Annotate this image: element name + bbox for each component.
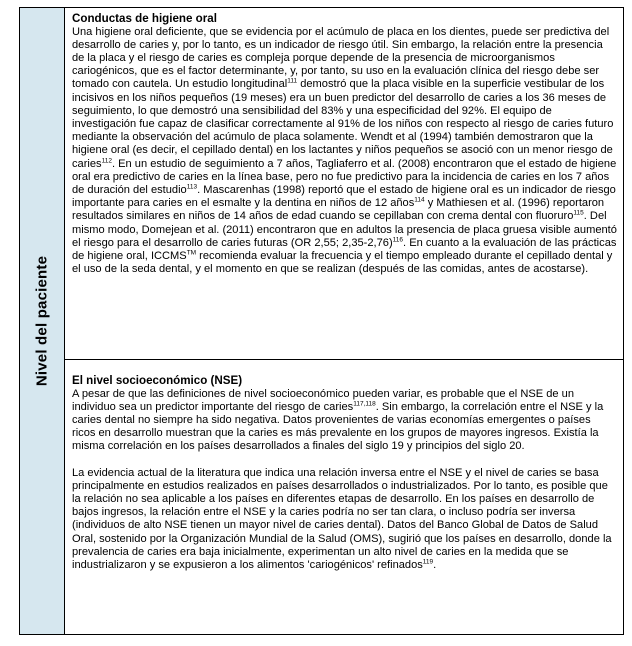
reference-119: 119 [422,558,434,566]
paragraph-gap [72,454,617,467]
info-table [19,7,624,635]
socioeconomic-paragraph-1 [72,388,617,454]
text-run: y Mathiesen et al. (1996) reportaron resultados similares en niños de 14 años de edad cuando se cepillaban con crema dental con fluoruro [72,197,605,223]
reference-116: 116 [392,236,404,244]
text-run: A pesar de que las definiciones de nivel socioeconómico pueden variar, es probable que el NSE de un individuo sea un predictor importante del riesgo de caries [72,387,575,413]
reference-115: 115 [573,209,584,217]
text-run: Una higiene oral deficiente, que se evidencia por el acúmulo de placa en los dientes, puede ser predictiva del desarrollo de caries y, por lo tanto, es un indicador de riesgo útil. Sin embargo, la relación entre la presencia de la placa y el riesgo de caries es compleja porque depende de la presencia de microorganismos cariogénicos, que es el factor determinante, y, por tanto, su uso en la evaluación clínica del riesgo debe ser tomado con cautela. Un estudio longitudinal [72,25,610,91]
section-heading-oral-hygiene: Conductas de higiene oral [72,12,217,25]
text-run: . Mascarenhas (1998) reportó que el estado de higiene oral es un indicador de riesgo importante para caries en el esmalte y la dentina en niños de 12 años [72,183,616,210]
socioeconomic-paragraph-2 [72,467,617,573]
text-run: . En cuanto a la evaluación de las prácticas de higiene oral, ICCMS [72,236,617,262]
side-header-cell [20,8,65,634]
text-run: La evidencia actual de la literatura que indica una relación inversa entre el NSE y el nivel de caries se basa principalmente en estudios realizados en países desarrollados o industrializados. Por lo tanto, es posible que la relación no sea aplicable a los países en diferentes etapas de desarrollo. En los países en desarrollo de bajos ingresos, la relación entre el NSE y la caries podría no ser tan clara, o incluso podría ser inversa (individuos de alto NSE tienen un mayor nivel de caries dental). Datos del Banco Global de Datos de Salud Oral, sostenido por la Organización Mundial de la Salud (OMS), sugirió que los países en desarrollo, donde la prevalencia de caries era baja inicialmente, experimentan un alto nivel de caries en la medida que se industrializaron y se expusieron a los alimentos 'cariogénicos' refinados [72,466,612,571]
text-run: . [433,558,437,571]
oral-hygiene-paragraph [72,26,617,277]
oral-hygiene-cell [65,8,623,360]
section-heading-socioeconomic: El nivel socioeconómico (NSE) [72,374,243,387]
side-header-label: Nivel del paciente [33,255,51,387]
socioeconomic-cell [65,360,623,634]
trademark-mark: TM [186,249,197,257]
text-run: . Sin embargo, la correlación entre el NSE y la caries dental no siempre ha sido negativa. Datos provenientes de varias economías emergentes o países ricos en desarrollo muestran que la caries es más prevalente en los grupos de mayores ingresos. Existía la misma correlación en los países desarrollados a finales del siglo 19 y principios del siglo 20. [72,400,604,453]
reference-114: 114 [414,196,425,204]
reference-113: 113 [186,183,198,191]
reference-112: 112 [101,156,112,164]
text-run: recomienda evaluar la frecuencia y el tiempo empleado durante el cepillado dental y el uso de la seda dental, y el momento en que se realizan (después de las comidas, antes de acostarse). [72,249,613,276]
text-run: . Del mismo modo, Domejean et al. (2011) encontraron que en adultos la presencia de placa gruesa visible aumentó el riesgo para el desarrollo de caries futuras (OR 2,55; 2,35-2,76) [72,210,617,249]
text-run: . En un estudio de seguimiento a 7 años, Tagliaferro et al. (2008) encontraron que el estado de higiene oral era predictivo de caries en la línea base, pero no fue predictivo para la incidencia de caries en los 7 años de duración del estudio [72,157,617,196]
reference-117-118: 117,118 [353,400,376,408]
text-run: demostró que la placa visible en la superficie vestibular de los incisivos en los niños pequeños (19 meses) era un buen predictor del desarrollo de caries a los 36 meses de seguimiento, lo que demostró una sensibilidad del 83% y una especificidad del 92%. El equipo de investigación fue capaz de clasificar correctamente al 91% de los niños con respecto al riesgo de caries futuro mediante la observación del acúmulo de placa solamente. Wendt et al (1994) también demostraron que la higiene oral (es decir, el cepillado dental) en los lactantes y niños pequeños se asoció con un menor riesgo de caries [72,78,614,170]
reference-111: 111 [287,77,298,85]
